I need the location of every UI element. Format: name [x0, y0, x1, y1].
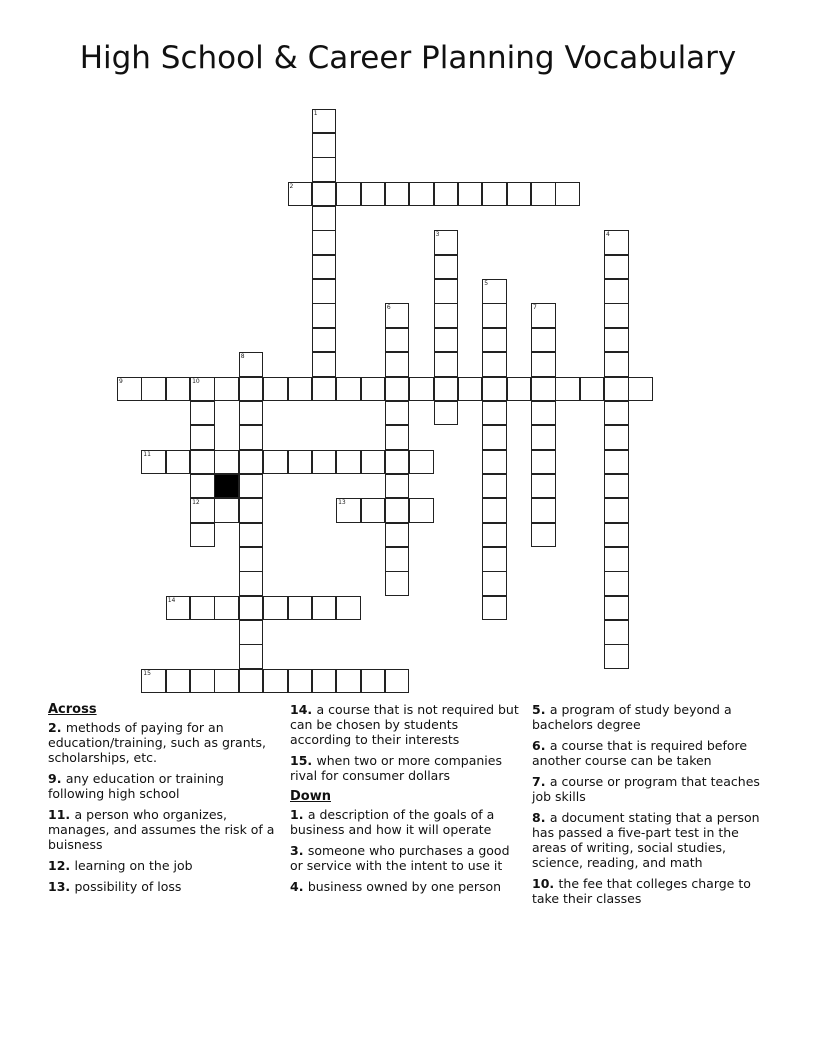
across-heading: Across [48, 702, 97, 717]
grid-cell[interactable] [482, 401, 507, 426]
grid-cell[interactable] [214, 450, 239, 475]
clue-item [290, 807, 520, 837]
clue-item [532, 876, 764, 906]
clue-number: 12. [48, 858, 75, 873]
grid-cell[interactable] [482, 425, 507, 450]
grid-cell[interactable] [239, 377, 264, 402]
grid-cell[interactable] [604, 425, 629, 450]
grid-cell[interactable] [604, 377, 629, 402]
clue-number-label: 14 [167, 596, 176, 604]
grid-cell[interactable] [409, 450, 434, 475]
grid-cell[interactable] [361, 498, 386, 523]
grid-cell[interactable] [507, 182, 532, 207]
clue-item [48, 858, 283, 873]
clue-number-label: 6 [386, 304, 391, 312]
grid-cell[interactable] [531, 523, 556, 548]
grid-cell[interactable] [190, 401, 215, 426]
grid-cell[interactable] [604, 255, 629, 280]
clue-number: 8. [532, 810, 550, 825]
grid-cell[interactable] [604, 401, 629, 426]
grid-cell[interactable] [336, 450, 361, 475]
grid-cell[interactable] [336, 498, 361, 523]
grid-cell[interactable] [482, 377, 507, 402]
grid-cell[interactable] [166, 596, 191, 621]
clue-number-label: 11 [143, 450, 151, 458]
grid-cell[interactable] [190, 596, 215, 621]
grid-cell[interactable] [141, 377, 166, 402]
grid-cell[interactable] [385, 182, 410, 207]
grid-cell[interactable] [458, 377, 483, 402]
grid-cell[interactable] [312, 157, 337, 182]
clues-column-2 [290, 702, 520, 900]
clue-text: any education or training following high school [48, 771, 224, 801]
grid-cell[interactable] [604, 523, 629, 548]
grid-cell[interactable] [239, 644, 264, 669]
grid-cell[interactable] [239, 523, 264, 548]
grid-cell[interactable] [482, 450, 507, 475]
grid-cell[interactable] [531, 401, 556, 426]
grid-cell[interactable] [141, 669, 166, 694]
grid-cell[interactable] [507, 377, 532, 402]
grid-cell[interactable] [385, 352, 410, 377]
grid-cell[interactable] [312, 669, 337, 694]
clue-text: a course that is required before another course can be taken [532, 738, 748, 768]
clue-text: a course or program that teaches job skills [532, 774, 760, 804]
grid-cell[interactable] [263, 450, 288, 475]
grid-cell[interactable] [604, 547, 629, 572]
clue-item [532, 810, 764, 870]
grid-cell[interactable] [239, 620, 264, 645]
grid-cell[interactable] [482, 498, 507, 523]
grid-cell[interactable] [604, 474, 629, 499]
grid-cell[interactable] [166, 377, 191, 402]
grid-cell[interactable] [531, 474, 556, 499]
clue-item [290, 753, 520, 783]
grid-cell[interactable] [580, 377, 605, 402]
clue-item [48, 771, 283, 801]
grid-cell[interactable] [604, 450, 629, 475]
grid-cell[interactable] [312, 450, 337, 475]
clue-number-label: 5 [484, 280, 489, 288]
clue-text: a program of study beyond a bachelors degree [532, 702, 732, 732]
grid-cell[interactable] [482, 279, 507, 304]
grid-cell[interactable] [385, 523, 410, 548]
grid-cell[interactable] [531, 182, 556, 207]
grid-cell[interactable] [190, 669, 215, 694]
grid-cell[interactable] [385, 571, 410, 596]
clue-text: someone who purchases a good or service with the intent to use it [290, 843, 510, 873]
grid-cell[interactable] [555, 182, 580, 207]
grid-cell[interactable] [190, 523, 215, 548]
clue-item [290, 879, 520, 894]
clue-number-label: 2 [289, 182, 294, 190]
grid-cell[interactable] [312, 352, 337, 377]
grid-cell[interactable] [190, 425, 215, 450]
grid-cell[interactable] [312, 328, 337, 353]
grid-cell[interactable] [409, 182, 434, 207]
grid-cell[interactable] [312, 377, 337, 402]
grid-cell[interactable] [434, 255, 459, 280]
clue-number: 1. [290, 807, 308, 822]
clue-number-label: 4 [606, 231, 610, 239]
clue-number: 15. [290, 753, 317, 768]
grid-cell[interactable] [312, 279, 337, 304]
grid-cell[interactable] [531, 352, 556, 377]
clue-text: methods of paying for an education/training, such as grants, scholarships, etc. [48, 720, 266, 765]
grid-cell[interactable] [312, 109, 337, 134]
grid-cell[interactable] [482, 328, 507, 353]
grid-cell[interactable] [288, 596, 313, 621]
grid-cell[interactable] [312, 230, 337, 255]
clue-number-label: 8 [240, 353, 245, 361]
clue-number: 3. [290, 843, 308, 858]
clue-text: a document stating that a person has passed a five-part test in the areas of writing, social studies, science, reading, and math [532, 810, 760, 870]
grid-cell[interactable] [239, 596, 264, 621]
grid-cell[interactable] [385, 498, 410, 523]
clue-text: possibility of loss [74, 879, 182, 894]
grid-cell[interactable] [239, 571, 264, 596]
grid-cell[interactable] [482, 596, 507, 621]
grid-cell[interactable] [385, 474, 410, 499]
grid-cell[interactable] [239, 425, 264, 450]
grid-cell[interactable] [604, 620, 629, 645]
clue-item [48, 807, 283, 852]
grid-cell[interactable] [482, 474, 507, 499]
grid-cell[interactable] [434, 401, 459, 426]
grid-cell[interactable] [482, 303, 507, 328]
grid-cell[interactable] [604, 279, 629, 304]
grid-cell[interactable] [531, 377, 556, 402]
grid-cell[interactable] [239, 669, 264, 694]
clue-item [532, 774, 764, 804]
grid-cell[interactable] [385, 425, 410, 450]
clue-text: a course that is not required but can be chosen by students according to their interests [290, 702, 519, 747]
grid-cell[interactable] [312, 182, 337, 207]
grid-cell[interactable] [604, 498, 629, 523]
grid-cell[interactable] [312, 206, 337, 231]
clue-item [290, 702, 520, 747]
grid-cell[interactable] [166, 669, 191, 694]
puzzle-title: High School & Career Planning Vocabulary [79, 40, 737, 76]
clue-number-label: 1 [313, 109, 318, 117]
grid-cell[interactable] [239, 474, 264, 499]
grid-cell[interactable] [604, 644, 629, 669]
down-heading: Down [290, 789, 331, 804]
grid-cell[interactable] [385, 328, 410, 353]
grid-cell[interactable] [239, 352, 264, 377]
grid-cell[interactable] [628, 377, 653, 402]
grid-cell[interactable] [190, 450, 215, 475]
grid-cell[interactable] [263, 596, 288, 621]
grid-cell[interactable] [117, 377, 142, 402]
grid-cell[interactable] [531, 303, 556, 328]
grid-cell[interactable] [458, 182, 483, 207]
grid-cell[interactable] [336, 669, 361, 694]
grid-cell[interactable] [482, 523, 507, 548]
grid-cell[interactable] [434, 182, 459, 207]
grid-cell[interactable] [482, 547, 507, 572]
clue-number-label: 7 [533, 304, 537, 312]
clue-number: 9. [48, 771, 66, 786]
clue-item [290, 843, 520, 873]
clue-number: 10. [532, 876, 559, 891]
grid-cell[interactable] [434, 279, 459, 304]
clue-number: 2. [48, 720, 66, 735]
clue-text: a person who organizes, manages, and assumes the risk of a buisness [48, 807, 275, 852]
clue-item [532, 738, 764, 768]
clue-number: 13. [48, 879, 75, 894]
grid-cell[interactable] [239, 547, 264, 572]
clue-number-label: 10 [192, 377, 200, 385]
grid-cell[interactable] [434, 328, 459, 353]
grid-cell[interactable] [361, 182, 386, 207]
grid-cell[interactable] [604, 571, 629, 596]
grid-cell[interactable] [190, 377, 215, 402]
grid-cell[interactable] [214, 377, 239, 402]
grid-cell[interactable] [482, 352, 507, 377]
grid-cell[interactable] [409, 377, 434, 402]
grid-cell[interactable] [336, 377, 361, 402]
grid-cell[interactable] [434, 230, 459, 255]
blocked-cell [214, 474, 239, 499]
grid-cell[interactable] [288, 669, 313, 694]
clue-text: when two or more companies rival for consumer dollars [290, 753, 502, 783]
clue-text: a description of the goals of a business and how it will operate [290, 807, 495, 837]
clue-number: 11. [48, 807, 75, 822]
grid-cell[interactable] [604, 303, 629, 328]
grid-cell[interactable] [312, 133, 337, 158]
grid-cell[interactable] [214, 498, 239, 523]
grid-cell[interactable] [288, 377, 313, 402]
clue-text: business owned by one person [307, 879, 502, 894]
grid-cell[interactable] [214, 596, 239, 621]
grid-cell[interactable] [312, 303, 337, 328]
grid-cell[interactable] [555, 377, 580, 402]
grid-cell[interactable] [336, 596, 361, 621]
clue-text: learning on the job [74, 858, 193, 873]
grid-cell[interactable] [312, 596, 337, 621]
clue-item [48, 720, 283, 765]
grid-cell[interactable] [385, 303, 410, 328]
grid-cell[interactable] [385, 401, 410, 426]
grid-cell[interactable] [336, 182, 361, 207]
clue-number: 7. [532, 774, 550, 789]
grid-cell[interactable] [482, 182, 507, 207]
grid-cell[interactable] [361, 377, 386, 402]
grid-cell[interactable] [604, 328, 629, 353]
grid-cell[interactable] [434, 303, 459, 328]
grid-cell[interactable] [604, 596, 629, 621]
clue-item [532, 702, 764, 732]
clue-number-label: 3 [435, 231, 440, 239]
grid-cell[interactable] [288, 450, 313, 475]
grid-cell[interactable] [434, 352, 459, 377]
grid-cell[interactable] [166, 450, 191, 475]
grid-cell[interactable] [531, 328, 556, 353]
grid-cell[interactable] [141, 450, 166, 475]
grid-cell[interactable] [263, 669, 288, 694]
grid-cell[interactable] [288, 182, 313, 207]
clue-number-label: 13 [338, 499, 346, 507]
grid-cell[interactable] [409, 498, 434, 523]
grid-cell[interactable] [239, 401, 264, 426]
grid-cell[interactable] [239, 450, 264, 475]
grid-cell[interactable] [385, 669, 410, 694]
clue-number: 14. [290, 702, 317, 717]
grid-cell[interactable] [531, 450, 556, 475]
grid-cell[interactable] [482, 571, 507, 596]
clue-number-label: 12 [192, 499, 200, 507]
grid-cell[interactable] [361, 450, 386, 475]
clue-number: 6. [532, 738, 550, 753]
grid-cell[interactable] [385, 450, 410, 475]
grid-cell[interactable] [531, 425, 556, 450]
grid-cell[interactable] [361, 669, 386, 694]
grid-cell[interactable] [239, 498, 264, 523]
grid-cell[interactable] [604, 230, 629, 255]
grid-cell[interactable] [190, 474, 215, 499]
clue-number: 4. [290, 879, 308, 894]
clue-number-label: 15 [143, 669, 151, 677]
grid-cell[interactable] [434, 377, 459, 402]
grid-cell[interactable] [190, 498, 215, 523]
grid-cell[interactable] [263, 377, 288, 402]
grid-cell[interactable] [531, 498, 556, 523]
clue-item [48, 879, 283, 894]
grid-cell[interactable] [214, 669, 239, 694]
grid-cell[interactable] [385, 547, 410, 572]
clue-number-label: 9 [119, 377, 123, 385]
clues-column-3 [532, 702, 764, 912]
grid-cell[interactable] [385, 377, 410, 402]
grid-cell[interactable] [312, 255, 337, 280]
grid-cell[interactable] [604, 352, 629, 377]
clue-text: the fee that colleges charge to take their classes [532, 876, 751, 906]
clue-number: 5. [532, 702, 550, 717]
clues-column-1 [48, 702, 283, 900]
